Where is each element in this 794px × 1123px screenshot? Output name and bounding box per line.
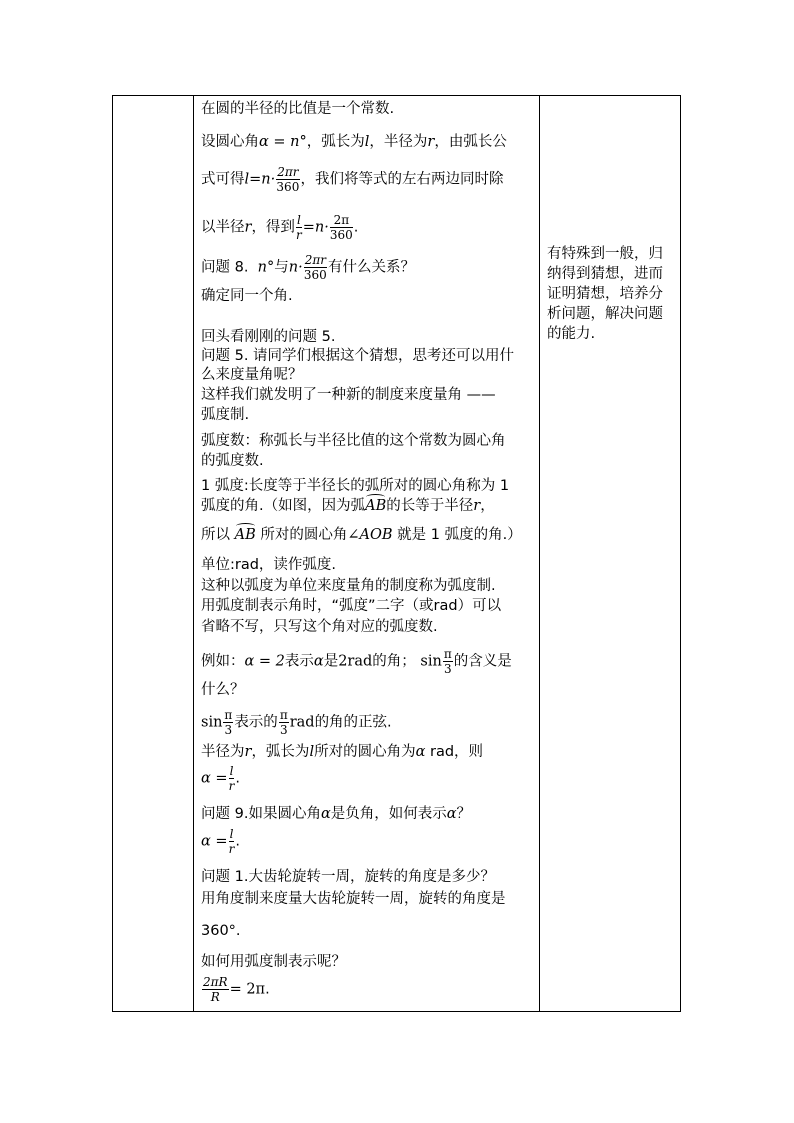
question-9-line: 问题 9.如果圆心角α是负角，如何表示α？ — [201, 806, 472, 822]
text-line: 用角度制来度量大齿轮旋转一周，旋转的角度是 — [201, 891, 506, 907]
fraction: $\frac{\pi}{3}$ — [279, 708, 288, 737]
text-line: 纳得到猜想，进而 — [547, 266, 663, 282]
text-line: 所以 AB 所对的圆心角∠AOB 就是 1 弧度的角.） — [201, 527, 522, 543]
fraction: $\frac{2\pi r}{360}$ — [303, 253, 327, 282]
text-line: 有特殊到一般，归 — [547, 246, 663, 262]
formula-line: $\frac{2\pi R}{R}$ = 2π. — [203, 975, 270, 1004]
fraction: $\frac{l}{r}$ — [228, 764, 235, 793]
text-line: 这样我们就发明了一种新的制度来度量角 —— — [201, 387, 496, 403]
text-line: 如何用弧度制表示呢？ — [201, 954, 346, 970]
text-line: 么来度量角呢？ — [201, 367, 303, 383]
column-divider-right — [539, 96, 540, 1011]
text-line: 什么？ — [201, 682, 245, 698]
fraction: $\frac{\pi}{3}$ — [443, 647, 452, 676]
formula-line: 360°. — [201, 923, 241, 939]
arc-length-setup-line: 设圆心角α = n°，弧长为l，半径为r，由弧长公 — [201, 134, 507, 150]
question-5-line: 问题 5. 请同学们根据这个猜想，思考还可以用什 — [201, 348, 515, 364]
design-intent-cell — [547, 244, 679, 344]
text-line: 弧度的角.（如图，因为弧AB的长等于半径r， — [201, 498, 495, 514]
text-line: 确定同一个角. — [201, 288, 293, 304]
sine-explanation-line: sin $\frac{\pi}{3}$ 表示的 $\frac{\pi}{3}$ rad的角的正弦. — [201, 708, 392, 737]
fraction: $\frac{2\pi}{360}$ — [329, 213, 353, 242]
formula-line: α = $\frac{l}{r}$ . — [201, 827, 241, 856]
text-line: 的能力. — [547, 326, 596, 342]
ratio-formula-line: 以半径r，得到 $\frac{l}{r}$ =n· $\frac{2\pi}{360}$ . — [201, 213, 359, 242]
text-line: 这种以弧度为单位来度量角的制度称为弧度制. — [201, 578, 496, 594]
text-line: 析问题，解决问题 — [547, 306, 663, 322]
example-line: 例如：α = 2表示α是2rad的角； sin $\frac{\pi}{3}$ 的含义是 — [201, 647, 512, 676]
fraction: $\frac{2\pi r}{360}$ — [276, 165, 300, 194]
fraction: $\frac{\pi}{3}$ — [224, 708, 233, 737]
question-1-line: 问题 1.大齿轮旋转一周，旋转的角度是多少？ — [201, 869, 495, 885]
text-line: 省略不写，只写这个角对应的弧度数. — [201, 619, 438, 635]
unit-line: 单位:rad，读作弧度. — [201, 557, 337, 573]
fraction: $\frac{l}{r}$ — [228, 827, 235, 856]
definition-line: 1 弧度:长度等于半径长的弧所对的圆心角称为 1 — [201, 478, 510, 494]
text-line: 在圆的半径的比值是一个常数. — [201, 101, 395, 117]
lesson-table — [112, 95, 681, 1012]
column-divider-left — [193, 96, 194, 1011]
text-line: 回头看刚刚的问题 5. — [201, 329, 336, 345]
fraction: $\frac{l}{r}$ — [295, 213, 302, 242]
text-line: 的弧度数. — [201, 453, 264, 469]
text-line: 半径为r，弧长为l所对的圆心角为α rad，则 — [201, 744, 484, 760]
formula-line: α = $\frac{l}{r}$ . — [201, 764, 241, 793]
text-line: 用弧度制表示角时，“弧度”二字（或rad）可以 — [201, 598, 502, 614]
fraction: $\frac{2\pi R}{R}$ — [203, 975, 228, 1004]
arc-length-formula-line: 式可得l=n· $\frac{2\pi r}{360}$ ，我们将等式的左右两边同时除 — [201, 165, 504, 194]
text-line: 证明猜想，培养分 — [547, 286, 663, 302]
definition-line: 弧度数：称弧长与半径比值的这个常数为圆心角 — [201, 433, 506, 449]
text-line: 弧度制. — [201, 407, 250, 423]
question-8-line: 问题 8. n°与n· $\frac{2\pi r}{360}$ 有什么关系？ — [201, 253, 415, 282]
